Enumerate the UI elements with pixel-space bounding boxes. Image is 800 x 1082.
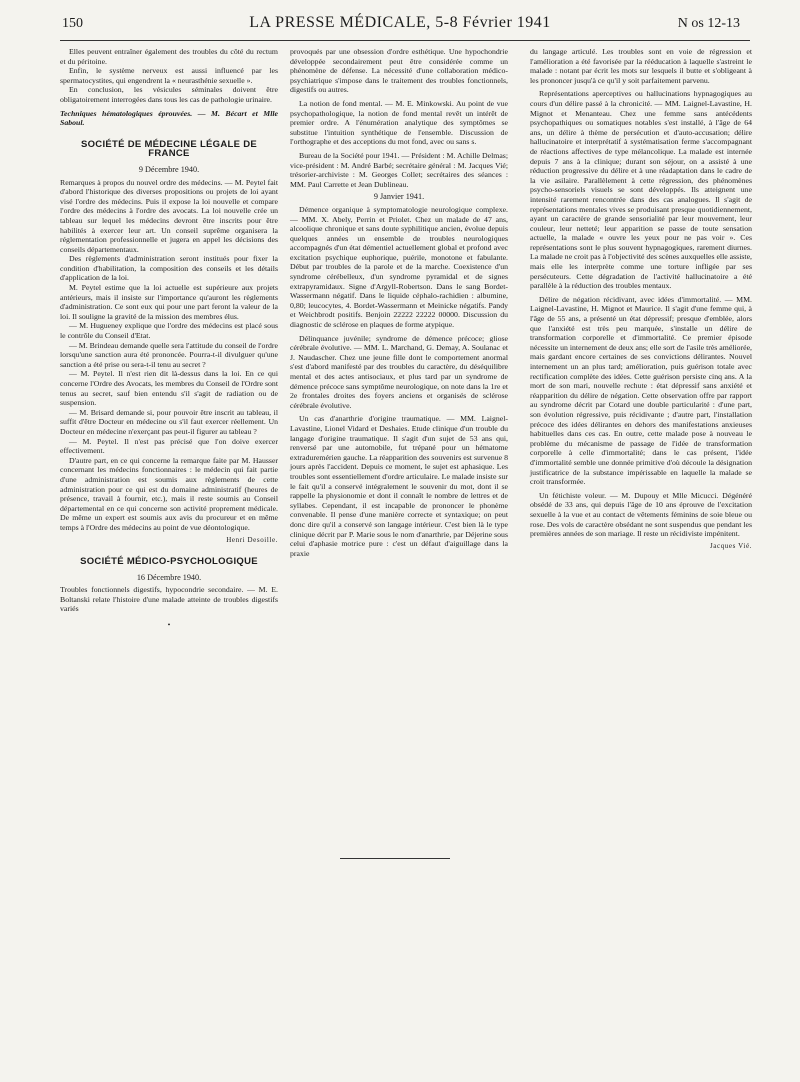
page-header — [0, 0, 800, 36]
page-number: 150 — [62, 16, 83, 31]
bullet-mark: • — [167, 620, 171, 630]
paragraph: — M. Peytel. Il n'est rien dit là-dessus dans la loi. En ce qui concerne l'Ordre des Avocats, les membres du Conseil de l'Ordre sont tenus au secret, sauf bien entendu s'il s'agit de radiation ou de suspension. — [60, 369, 278, 408]
header-rule — [60, 40, 750, 41]
communication-text: Délire de négation récidivant, avec idées d'immortalité. — MM. Laignel-Lavastine, H. Mignot et Maurice. Il s'agit d'une femme qui, à l'âge de 55 ans, a présenté un état dépressif; presque d'emblée, alors que l'anxiété est très peu marquée, s'installe un délire de transformation corporelle et d'immortalité. Ce premier épisode nécessite un internement de deux ans; elle sort de l'asile très améliorée, mais gardant encore certaines de ses convictions délirantes. Nouvel internement un an plus tard; amélioration, puis guérison totale avec rectification complète des idées. Cette guérison persiste cinq ans. A la mort de son mari, nouvelle rechute : état dépressif sans anxiété et réapparition du délire de négation. Cette observation offre par rapport au syndrome décrit par Cotard une double particularité : d'une part, son évolution régressive, puis récidivante ; d'autre part, l'installation précoce des idées délirantes en dehors des manifestations anxieuses habituelles dans ces cas. En outre, cette malade pose à nouveau le problème du mécanisme de passage de l'idée de transformation corporelle à celle d'immortalité; dans le cas présent, l'idée d'immortalité semble une donnée primitive d'où découle la désignation justificatrice de la substance impérissable en laquelle la malade se croit transformée. — [530, 294, 752, 487]
signature: Jacques Vié. — [709, 541, 752, 550]
communication-text: Remarques à propos du nouvel ordre des médecins. — M. Peytel fait d'abord l'historique des diverses propositions ou projets de loi ayant visé l'ordre des médecins. Puis il expose la loi nouvelle et compare l'ordre des médecins à l'ordre des avocats. La loi nouvelle crée un tableau sur lequel les médecins devront être inscrits pour être habilités à exercer leur art. Un conseil suprême organisera la réglementation professionnelle et jugera en appel les décisions des conseils départementaux. — [60, 177, 278, 254]
paragraph: du langage articulé. Les troubles sont en voie de régression et l'amélioration a été favorisée par la rééducation à laquelle s'astreint le malade : notant par écrit les mots sur lesquels il butte et s'obligeant à les prononcer jusqu'à ce qu'il y soit parfaitement parvenu. — [530, 47, 752, 85]
journal-title: LA PRESSE MÉDICALE, 5-8 Février 1941 — [249, 14, 551, 31]
paragraph: provoqués par une obsession d'ordre esthétique. Une hypochondrie développée secondairement peut être considérée comme un phénomène de défense. La nécessité d'une collaboration médico-psychiatrique s'impose dans le traitement des troubles fonctionnels, digestifs ou autres. — [290, 47, 508, 95]
paragraph: — M. Brindeau demande quelle sera l'attitude du conseil de l'ordre lorsqu'une sanction aura été prononcée. Pourra-t-il divulguer qu'une sanction a été prise ou sera-t-il tenu au secret ? — [60, 340, 278, 369]
session-date: 9 Janvier 1941. — [373, 192, 425, 202]
communication-text: Troubles fonctionnels digestifs, hypocondrie secondaire. — M. E. Boltanski relate l'histoire d'une malade atteinte de troubles digestifs variés — [60, 585, 278, 614]
end-rule — [340, 858, 450, 859]
paragraph: — M. Peytel. Il n'est pas précisé que l'on doive exercer effectivement. — [60, 436, 278, 456]
communication-text: Un cas d'anarthrie d'origine traumatique. — MM. Laignel-Lavastine, Lionel Vidard et Deshaies. Etude clinique d'un trouble du langage d'origine traumatique. Il s'agit d'un sujet de 53 ans qui, renversé par une automobile, fut trépané pour un hématome extraduremérien gauche. La réapparition des souvenirs est survenue 8 jours après l'accident. Depuis ce moment, le sujet est aphasique. Les troubles sont essentiellement d'ordre articulaire. Le malade insiste sur le fait qu'il a conservé intégralement le souvenir du mot, dont il se rappelle la physionomie et dont il connaît le nombre de lettres et de syllabes. Cependant, il est incapable de prononcer le phonème convenable. Il pense d'une manière correcte et syntaxique; on peut donc dire qu'il a conservé son langage intérieur. C'est bien là le type clinique décrit par P. Marie sous le nom d'anarthrie, par Déjerine sous celui d'aphasie motrice pure : c'est un défaut d'aiguillage dans la praxie — [290, 414, 508, 558]
paragraph: — M. Brisard demande si, pour pouvoir être inscrit au tableau, il suffit d'être Docteur en médecine ou s'il faut exercer réellement. Un Docteur en médecine n'exerçant pas peut-il figurer au tableau ? — [60, 407, 278, 436]
signature: Henri Desoille. — [226, 535, 278, 544]
communication-text: La notion de fond mental. — M. E. Minkowski. Au point de vue psychopathologique, la notion de fond mental revêt un intérêt de premier ordre. A l'énumération analytique des symptômes se substitue l'intuition synthétique de l'ensemble. Discussion de l'orthographe et des acceptions du mot fond, avec ou sans s. — [290, 98, 508, 147]
communication-text: Démence organique à symptomatologie neurologique complexe. — MM. X. Abely, Perrin et Priolet. Chez un malade de 47 ans, alcoolique chronique et sans doute syphilitique ancien, évolue depuis quelques années un ensemble de troubles neurologiques accompagnés d'un état démentiel actuellement global et profond avec excitation psychique euphorique, puérile, monotone et fabulante. Début par troubles de la parole et de la marche. Coexistence d'un syndrome cérébelleux, d'un syndrome pyramidal et de signes extrapyramidaux. Signe d'Argyll-Robertson. Dans le sang Bordet-Wassermann négatif. Dans le liquide céphalo-rachidien : albumine, 0,80; leucocytes, 4. Bordet-Wassermann et Meinicke négatifs. Pandy et Weichbrodt positifs. Benjoin 22222 22222 00000. Discussion du diagnostic de sclérose en plaques de forme atypique. — [290, 204, 508, 330]
communication-text: Délinquance juvénile; syndrome de démence précoce; gliose cérébrale évolutive. — MM. L. Marchand, G. Demay, A. Soulanac et J. Naudascher. Chez une jeune fille dont le comportement anormal s'est d'abord manifesté par des troubles du caractère, du déséquilibre mental et des actes antisociaux, et plus tard par un syndrome de démence précoce sans symptôme neurologique, on note dans la 1re et 2e frontales droites des foyers anciens et organisés de sclérose cérébrale évolutive. — [290, 333, 508, 410]
communication-title: Techniques hématologiques éprouvées. — M. Bécart et Mlle Saboul. — [60, 108, 278, 128]
section-heading: SOCIÉTÉ DE MÉDECINE LÉGALE DE FRANCE — [80, 138, 258, 160]
paragraph: Enfin, le système nerveux est aussi influencé par les spermatocystites, qui engendrent la « neurasthénie sexuelle ». — [60, 66, 278, 85]
session-date: 16 Décembre 1940. — [136, 572, 202, 582]
paragraph: Elles peuvent entraîner également des troubles du côté du rectum et du péritoine. — [60, 47, 278, 66]
paragraph: Des règlements d'administration seront institués pour fixer la condition d'habilitation, la composition des conseils et les détails d'application de la loi. — [60, 254, 278, 283]
issue-number: N os 12-13 — [677, 16, 740, 31]
paragraph: — M. Hugueney explique que l'ordre des médecins est placé sous le contrôle du Conseil d'Etat. — [60, 321, 278, 341]
paragraph: M. Peytel estime que la loi actuelle est supérieure aux projets antérieurs, mais il insiste sur l'importance qu'auront les règlements d'administration. Ce sont eux qui pour une part feront la valeur de la loi. Il souligne la gravité de la mission des membres élus. — [60, 283, 278, 321]
communication-text: Représentations aperceptives ou hallucinations hypnagogiques au cours d'un délire passé à la chronicité. — MM. Laignel-Lavastine, H. Mignot et Menanteau. Chez une femme sans antécédents psychopathiques ou somatiques notables s'est installé, à l'âge de 64 ans, un délire à thème de persécution et d'auto-accusation; délire hallucinatoire et interprétatif à systématisation ferme s'accompagnant de réactions affectives de type mélancolique. La malade est internée depuis 7 ans à la clinique; durant son séjour, on a assisté à une réduction progressive du délire et à une réadaptation dans le cadre de la vie asilaire. Parallèlement à cette régression, des phénomènes psycho-sensoriels visuels se sont développés. Ils atteignent une intensité rarement rencontrée dans des cas analogues. Il s'agit de représentations mentales vives se produisant presque quotidiennement, ayant un caractère de grande sensorialité par leur mouvement, leur couleur, leur netteté; leur apparition se passe de toute sensation actuelle, la malade « ouvre les yeux pour ne pas voir ». Ces représentations sont le plus souvent hypnagogiques, rarement diurnes. La malade ne croit pas à l'objectivité des scènes auxquelles elle assiste, mais elle les interprète comme une torture infligée par ses persécuteurs. Cette dégradation de l'activité hallucinatoire a été parallèle à la réduction des troubles mentaux. — [530, 89, 752, 291]
column-1 — [60, 47, 278, 630]
session-date: 9 Décembre 1940. — [138, 164, 200, 174]
communication-text: Un fétichiste voleur. — M. Dupouy et Mlle Micucci. Dégénéré obsédé de 33 ans, qui depuis l'âge de 10 ans éprouve de l'excitation sexuelle à la vue et au contact de vêtements féminins de soie bleue ou rose. Des vols de caractère obsédant ne sont suspendus que pendant les premières années de son mariage. Il reste un récidiviste impénitent. — [530, 490, 752, 539]
paragraph: En conclusion, les vésicules séminales doivent être obligatoirement interrogées dans tous les cas de pathologie urinaire. — [60, 85, 278, 104]
column-2 — [290, 47, 508, 558]
section-heading: SOCIÉTÉ MÉDICO-PSYCHOLOGIQUE — [80, 556, 258, 568]
column-3 — [530, 47, 752, 551]
communication-text: Bureau de la Société pour 1941. — Président : M. Achille Delmas; vice-président : M. André Barbé; secrétaire général : M. Jacques Vié; trésorier-archiviste : M. Georges Collet; secrétaires des séances : MM. Paul Carrette et Jean Dublineau. — [290, 150, 508, 189]
paragraph: D'autre part, en ce qui concerne la remarque faite par M. Hausser concernant les médecins fonctionnaires : le médecin qui fait partie d'une administration est soumis aux règlements de cette administration pour ce qui est du domaine administratif (heures de présence, travail à fournir, etc.), mais il reste soumis au Conseil départemental en ce qui concerne son activité proprement médicale. De même un expert est soumis aux avis du procureur et en même temps à l'Ordre des médecins au point de vue déontologique. — [60, 455, 278, 532]
